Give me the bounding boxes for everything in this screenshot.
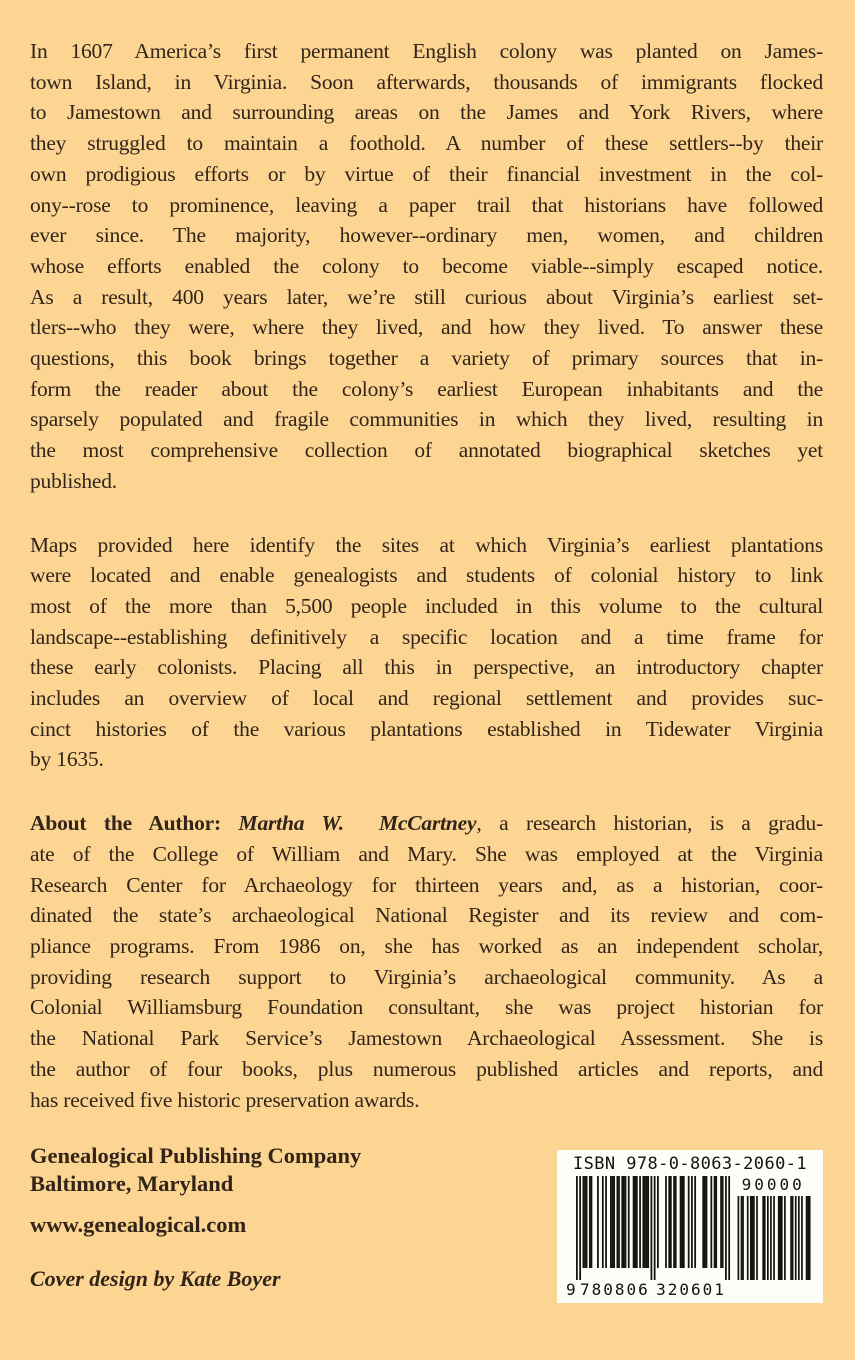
text-line: the most comprehensive collection of annotated biographical sketches yet (30, 438, 823, 463)
text-line: providing research support to Virginia’s archaeological community. As a (30, 964, 823, 989)
cover-footer (30, 1142, 823, 1303)
isbn-label: ISBN 978-0-8063-2060-1 (573, 1154, 807, 1174)
back-cover-body-text (30, 36, 823, 1148)
text-line: form the reader about the colony’s earliest European inhabitants and the (30, 376, 823, 401)
text-line: As a result, 400 years later, we’re still curious about Virginia’s earliest set- (30, 284, 823, 309)
paragraph-about-author (30, 808, 823, 1115)
text-line: questions, this book brings together a variety of primary sources that in- (30, 346, 823, 371)
publisher-location: Baltimore, Maryland (30, 1171, 234, 1196)
text-line: dinated the state’s archaeological National Register and its review and com- (30, 903, 823, 928)
text-line: includes an overview of local and regional settlement and provides suc- (30, 686, 823, 711)
ean5-supplement-barcode (734, 1176, 814, 1302)
svg-text:780806: 780806 (579, 1280, 650, 1299)
text-line: whose efforts enabled the colony to become viable--simply escaped notice. (30, 253, 823, 278)
text-line: Colonial Williamsburg Foundation consultant, she was project historian for (30, 995, 823, 1020)
text-line: to Jamestown and surrounding areas on the James and York Rivers, where (30, 100, 823, 125)
text-line: the National Park Service’s Jamestown Archaeological Assessment. She is (30, 1026, 823, 1051)
paragraph-maps (30, 530, 823, 776)
text-line: ever since. The majority, however--ordinary men, women, and children (30, 223, 823, 248)
text-segment: , a research historian, is a gradu- (476, 811, 824, 836)
text-line: Maps provided here identify the sites at which Virginia’s earliest plantations (30, 532, 823, 557)
publisher-name: Genealogical Publishing Company (30, 1143, 362, 1168)
text-line: ony--rose to prominence, leaving a paper trail that historians have followed (30, 192, 823, 217)
text-line: pliance programs. From 1986 on, she has worked as an independent scholar, (30, 933, 823, 958)
ean13-barcode (566, 1176, 734, 1302)
text-line: cinct histories of the various plantations established in Tidewater Virginia (30, 716, 823, 741)
text-line: landscape--establishing definitively a specific location and a time frame for (30, 624, 823, 649)
text-line: they struggled to maintain a foothold. A number of these settlers--by their (30, 131, 823, 156)
text-line: tlers--who they were, where they lived, and how they lived. To answer these (30, 315, 823, 340)
text-line: by 1635. (30, 747, 104, 772)
text-line: were located and enable genealogists and students of colonial history to link (30, 563, 823, 588)
barcode-row (564, 1176, 816, 1302)
paragraph-intro (30, 36, 823, 497)
author-name: Martha W. McCartney (238, 811, 477, 836)
svg-text:320601: 320601 (656, 1280, 726, 1299)
text-line: own prodigious efforts or by virtue of their financial investment in the col- (30, 161, 823, 186)
publisher-block (30, 1142, 361, 1293)
about-author-heading: About the Author: (30, 811, 239, 836)
text-line: town Island, in Virginia. Soon afterwards, thousands of immigrants flocked (30, 69, 823, 94)
text-line: has received five historic preservation awards. (30, 1087, 420, 1112)
text-line: In 1607 America’s first permanent English colony was planted on James- (30, 39, 823, 63)
text-line: Research Center for Archaeology for thirteen years and, as a historian, coor- (30, 872, 823, 897)
publisher-website: www.genealogical.com (30, 1212, 247, 1237)
text-line: published. (30, 468, 117, 493)
text-line (30, 808, 823, 839)
svg-text:9: 9 (566, 1280, 576, 1299)
text-line: ate of the College of William and Mary. She was employed at the Virginia (30, 841, 823, 866)
text-line: sparsely populated and fragile communities in which they lived, resulting in (30, 407, 823, 432)
text-line: these early colonists. Placing all this in perspective, an introductory chapter (30, 655, 823, 680)
svg-text:90000: 90000 (741, 1176, 805, 1194)
cover-design-credit: Cover design by Kate Boyer (30, 1266, 281, 1291)
isbn-barcode-box (557, 1150, 823, 1303)
text-line: the author of four books, plus numerous published articles and reports, and (30, 1056, 823, 1081)
text-line: most of the more than 5,500 people included in this volume to the cultural (30, 593, 823, 618)
